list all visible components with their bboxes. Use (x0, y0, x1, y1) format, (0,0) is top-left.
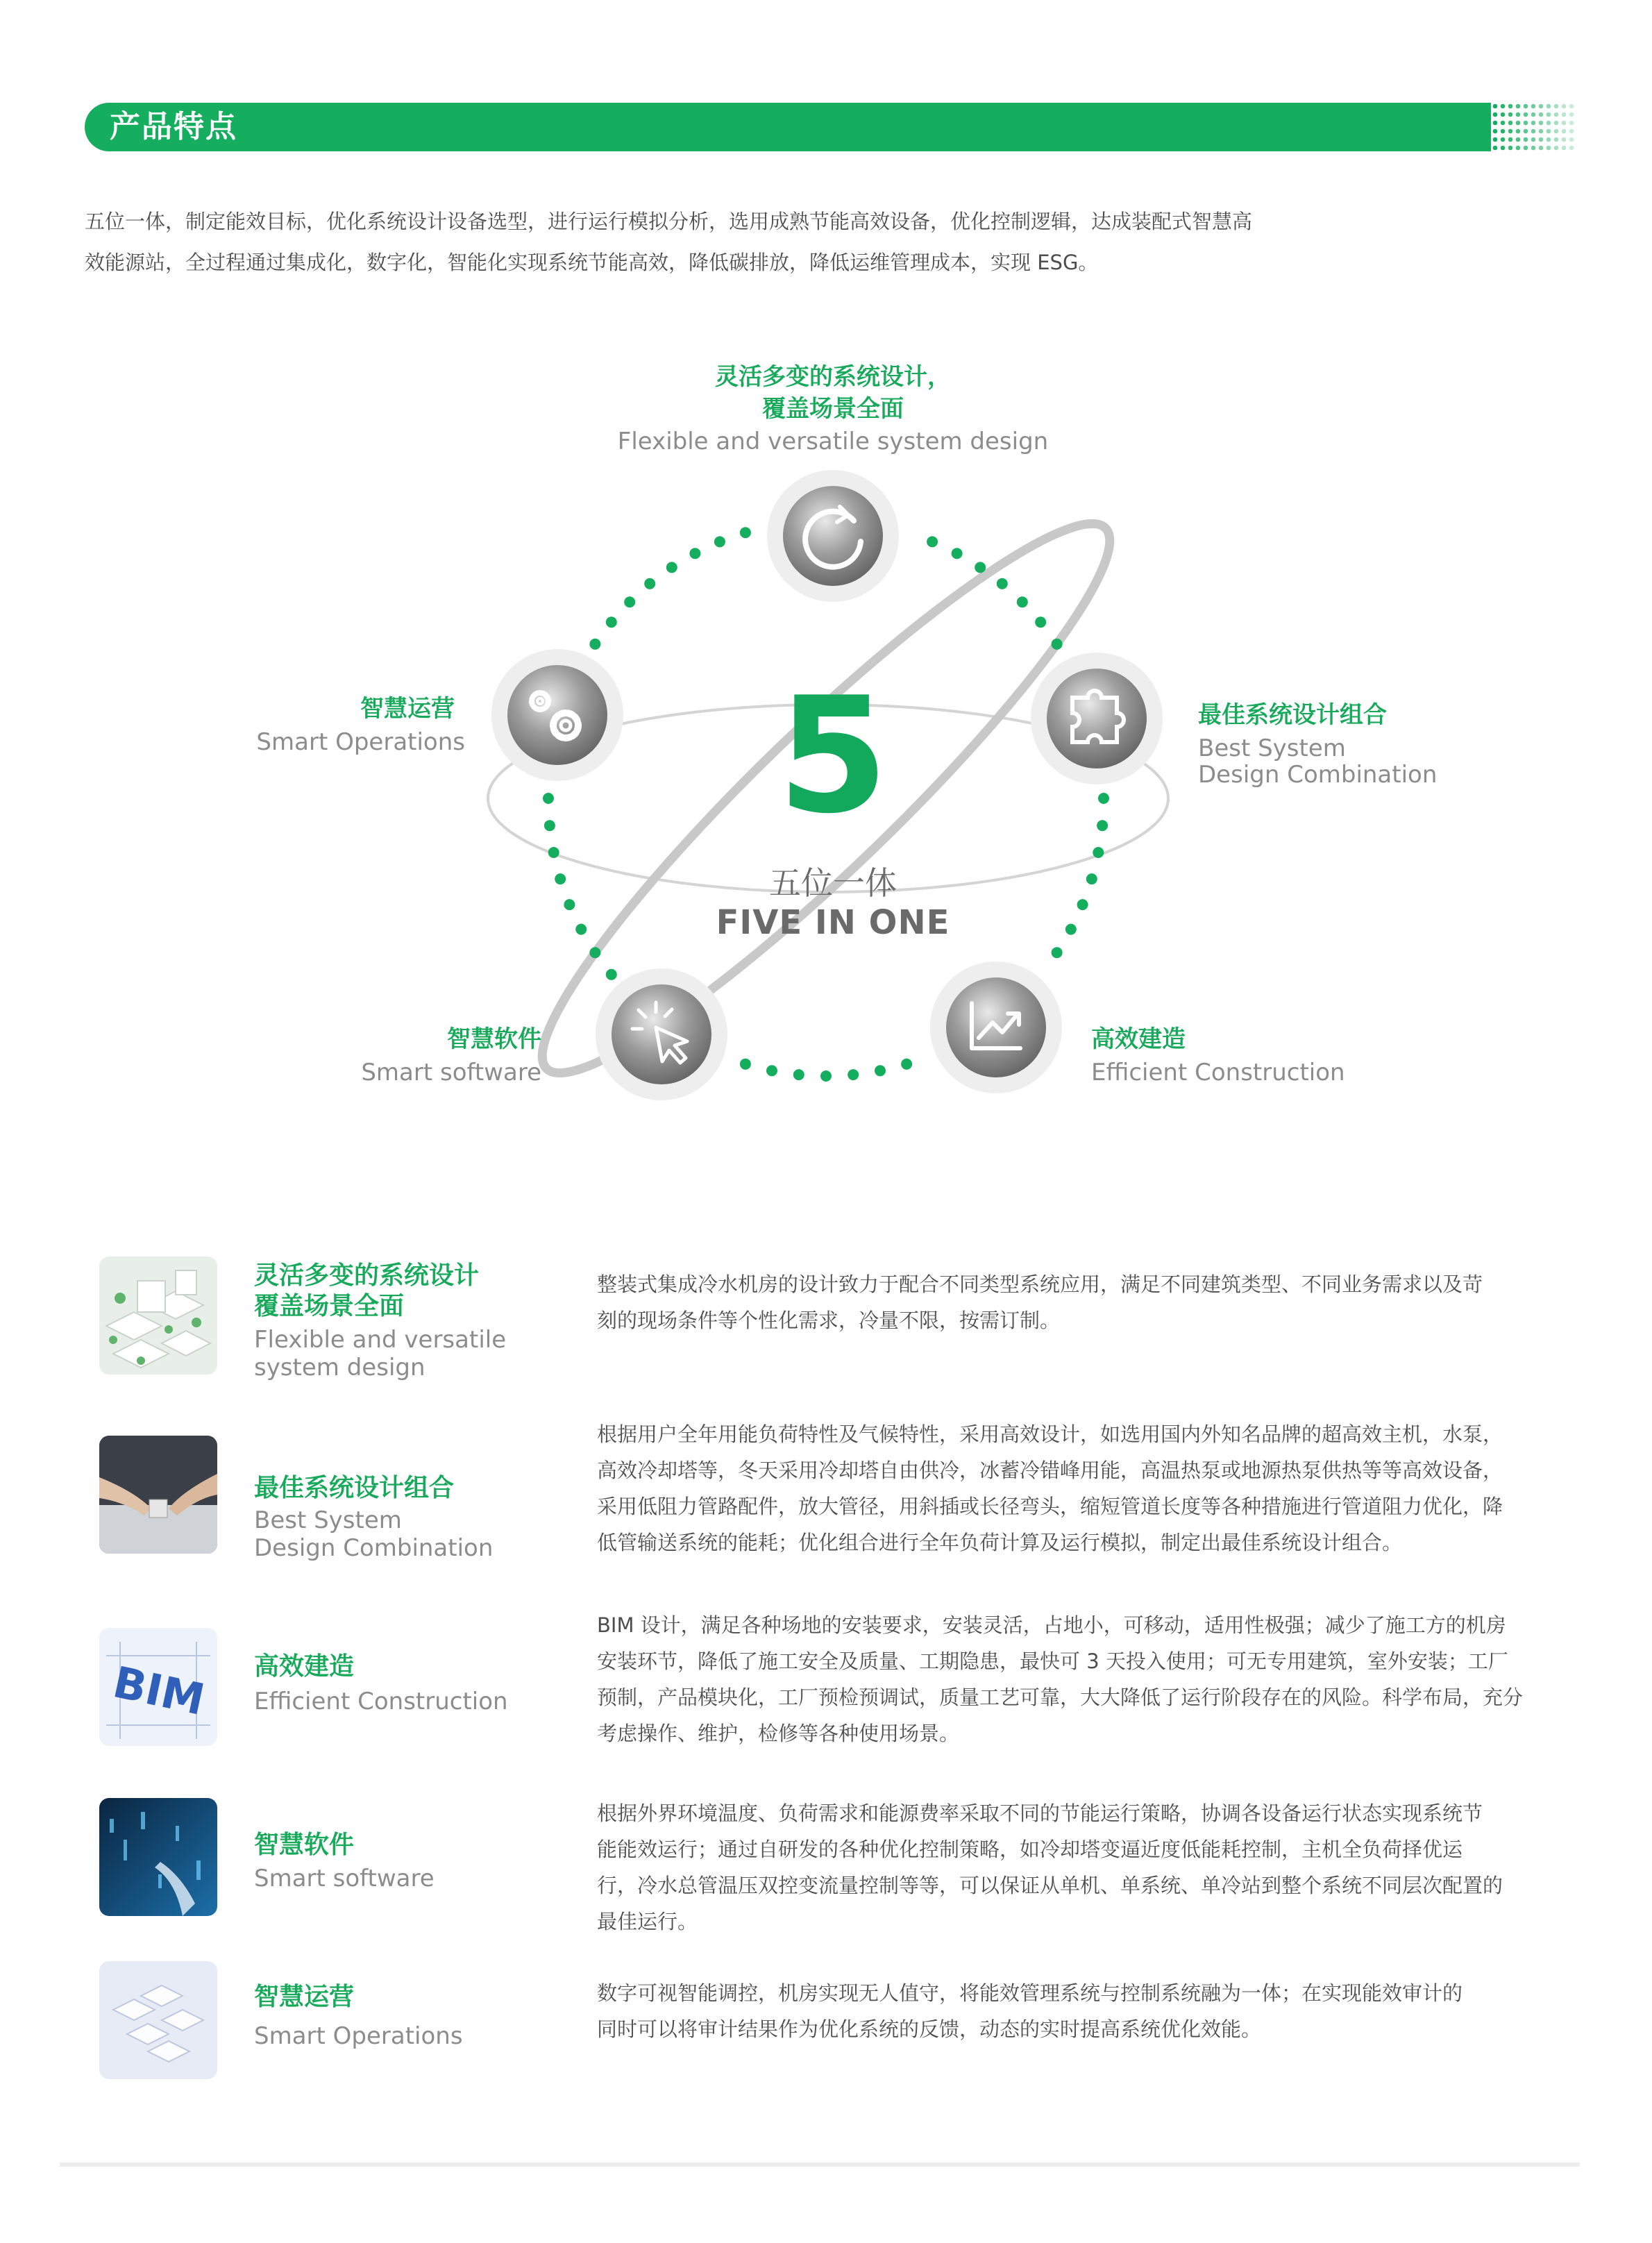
feature-body-line: 采用低阻力管路配件，放大管径，用斜插或长径弯头，缩短管道长度等各种措施进行管道阻力优化，降 (597, 1495, 1503, 1518)
feature-body-line: 同时可以将审计结果作为优化系统的反馈，动态的实时提高系统优化效能。 (597, 2017, 1262, 2041)
header-dot (1508, 129, 1513, 134)
header-dot (1562, 146, 1567, 151)
header-dot (1508, 146, 1513, 151)
header-dot (1493, 104, 1498, 109)
header-dot (1531, 146, 1536, 151)
node-bottom-left-circle (596, 968, 727, 1100)
feature-body-line: 根据用户全年用能负荷特性及气候特性，采用高效设计，如选用国内外知名品牌的超高效主机，水泵， (597, 1422, 1503, 1446)
header-dot (1493, 146, 1498, 151)
ring-dot (1052, 947, 1063, 958)
hands-puzzle-thumbnail (99, 1436, 217, 1554)
header-dot (1493, 137, 1498, 142)
header-dot (1531, 121, 1536, 126)
bim-thumb-text: BIM (108, 1656, 210, 1726)
ring-dot (589, 947, 600, 958)
feature-body (597, 1795, 1562, 1940)
node-bottom-right-en: Efficient Construction (1091, 1059, 1345, 1086)
bim-thumbnail (99, 1628, 217, 1746)
header-dot (1524, 104, 1528, 109)
cursor-click-icon (632, 1002, 687, 1063)
ring-dot (875, 1065, 886, 1076)
header-dot (1539, 112, 1544, 117)
ring-dot (544, 820, 555, 831)
node-bottom-right-circle (930, 961, 1062, 1093)
node-right-circle (1031, 653, 1163, 784)
header-dot (1516, 104, 1521, 109)
feature-body-line: 根据外界环境温度、负荷需求和能源费率采取不同的节能运行策略，协调各设备运行状态实现系统节 (597, 1801, 1483, 1825)
puzzle-icon (1072, 691, 1124, 742)
node-top-circle (767, 470, 899, 602)
feature-title-line1: 智慧运营 (254, 1983, 355, 2011)
city-model-thumbnail (99, 1257, 217, 1375)
header-dot (1539, 104, 1544, 109)
feature-body-line: 考虑操作、维护，检修等各种使用场景。 (597, 1722, 960, 1745)
ring-dot (555, 873, 566, 884)
header-dot (1554, 112, 1559, 117)
node-right-title: 最佳系统设计组合 (1198, 701, 1387, 729)
ring-dot (666, 562, 677, 573)
feature-body-line: 安装环节，降低了施工安全及质量、工期隐患，最快可 3 天投入使用；可无专用建筑，室外安装；工厂 (597, 1649, 1508, 1673)
header-dot (1562, 104, 1567, 109)
feature-title-line1: 最佳系统设计组合 (254, 1474, 455, 1502)
feature-en-line1: Smart Operations (254, 2022, 463, 2050)
intro-line: 效能源站，全过程通过集成化，数字化，智能化实现系统节能高效，降低碳排放，降低运维管理成本，实现 ESG。 (85, 251, 1099, 274)
header-dot (1539, 129, 1544, 134)
ring-dot (952, 548, 963, 559)
header-dot (1531, 129, 1536, 134)
node-left-title: 智慧运营 (360, 695, 455, 723)
node-left-circle (491, 649, 623, 781)
node-bottom-left-en: Smart software (361, 1059, 541, 1086)
feature-body-line: 整装式集成冷水机房的设计致力于配合不同类型系统应用，满足不同建筑类型、不同业务需求以及苛 (597, 1272, 1483, 1296)
ring-dot (1077, 899, 1088, 910)
intro-paragraph (85, 201, 1334, 283)
node-top-title-line1: 灵活多变的系统设计， (715, 363, 951, 391)
ring-dot (766, 1065, 777, 1076)
header-dot (1569, 129, 1574, 134)
feature-en-line1: Flexible and versatile (254, 1326, 507, 1354)
ring-dot (740, 1059, 751, 1070)
node-right-en-line2: Design Combination (1198, 761, 1438, 789)
ring-dot (997, 578, 1008, 589)
header-dot (1516, 137, 1521, 142)
header-dot (1546, 146, 1551, 151)
header-dot (1524, 129, 1528, 134)
header-dot (1562, 137, 1567, 142)
feature-en-line1: Efficient Construction (254, 1688, 508, 1715)
feature-body-line: 数字可视智能调控，机房实现无人值守，将能效管理系统与控制系统融为一体；在实现能效审计的 (597, 1981, 1463, 2005)
center-number: 5 (777, 664, 889, 849)
ring-dot (644, 578, 655, 589)
header-dot (1516, 121, 1521, 126)
ring-dot (820, 1070, 832, 1082)
header-dot (1524, 137, 1528, 142)
feature-body-line: 最佳运行。 (597, 1910, 698, 1933)
feature-body (597, 1607, 1562, 1751)
feature-title-line1: 高效建造 (254, 1652, 355, 1681)
header-dot (1562, 129, 1567, 134)
ring-dot (1093, 847, 1104, 858)
ring-dot (589, 639, 600, 650)
header-dot (1524, 112, 1528, 117)
ring-dot (975, 562, 986, 573)
header-dot (1501, 104, 1506, 109)
feature-title-line2: 覆盖场景全面 (254, 1292, 405, 1320)
header-dot (1501, 129, 1506, 134)
node-top-title-line2: 覆盖场景全面 (762, 395, 904, 423)
dot-pattern-decoration (1491, 101, 1581, 153)
ring-dot (564, 899, 575, 910)
node-bottom-left-title: 智慧软件 (447, 1025, 541, 1053)
feature-body (597, 1975, 1562, 2047)
header-dot (1501, 137, 1506, 142)
ring-dot (740, 527, 751, 538)
ring-dot (575, 924, 587, 935)
ring-dot (624, 596, 635, 607)
header-dot (1539, 121, 1544, 126)
feature-body-line: 低管输送系统的能耗；优化组合进行全年负荷计算及运行模拟，制定出最佳系统设计组合。 (597, 1531, 1403, 1554)
feature-body-line: 行，冷水总管温压双控变流量控制等等，可以保证从单机、单系统、单冷站到整个系统不同层次配置的 (597, 1874, 1503, 1897)
feature-en-line2: system design (254, 1354, 425, 1381)
header-dot (1516, 129, 1521, 134)
header-dot (1524, 121, 1528, 126)
header-dot (1546, 121, 1551, 126)
section-header-bar (85, 103, 1491, 151)
header-dot (1562, 112, 1567, 117)
feature-title-line1: 智慧软件 (254, 1831, 355, 1859)
header-dot (1539, 146, 1544, 151)
header-dot (1546, 137, 1551, 142)
header-dot (1554, 121, 1559, 126)
header-dot (1569, 112, 1574, 117)
node-bottom-right-title: 高效建造 (1091, 1025, 1186, 1053)
footer-divider (60, 2162, 1580, 2167)
digital-hand-thumbnail (99, 1798, 217, 1916)
ring-dot (793, 1069, 804, 1080)
feature-body (597, 1266, 1562, 1338)
ring-dot (689, 548, 700, 559)
feature-body-line: 刻的现场条件等个性化需求，冷量不限，按需订制。 (597, 1309, 1061, 1332)
feature-en-line1: Best System (254, 1506, 402, 1534)
ring-dot (1097, 820, 1108, 831)
header-dot (1531, 112, 1536, 117)
section-title: 产品特点 (110, 109, 237, 144)
refresh-icon (805, 507, 861, 567)
header-dot (1539, 137, 1544, 142)
header-dot (1546, 129, 1551, 134)
header-dot (1508, 137, 1513, 142)
header-dot (1569, 137, 1574, 142)
header-dot (1501, 112, 1506, 117)
ring-dot (1098, 793, 1109, 804)
intro-line: 五位一体，制定能效目标，优化系统设计设备选型，进行运行模拟分析，选用成熟节能高效设备，优化控制逻辑，达成装配式智慧高 (85, 210, 1253, 233)
header-dot (1569, 146, 1574, 151)
trend-chart-icon (972, 1003, 1020, 1048)
header-dot (1554, 137, 1559, 142)
header-dot (1501, 121, 1506, 126)
ring-dot (606, 969, 617, 980)
ring-dot (848, 1069, 859, 1080)
feature-body-line: 能能效运行；通过自研发的各种优化控制策略，如冷却塔变逼近度低能耗控制，主机全负荷择优运 (597, 1838, 1463, 1861)
center-cn-label: 五位一体 (769, 864, 897, 902)
feature-title-line1: 灵活多变的系统设计 (254, 1261, 480, 1290)
header-dot (1508, 112, 1513, 117)
header-dot (1562, 121, 1567, 126)
header-dot (1493, 129, 1498, 134)
header-dot (1516, 112, 1521, 117)
ring-dot (1065, 924, 1077, 935)
center-en-label: FIVE IN ONE (716, 903, 950, 942)
feature-body-line: BIM 设计，满足各种场地的安装要求，安装灵活，占地小，可移动，适用性极强；减少了施工方的机房 (597, 1613, 1506, 1637)
header-dot (1546, 112, 1551, 117)
ring-dot (1035, 616, 1046, 628)
header-dot (1508, 104, 1513, 109)
header-dot (1554, 129, 1559, 134)
ring-dot (548, 847, 559, 858)
header-dot (1569, 121, 1574, 126)
ring-dot (901, 1059, 912, 1070)
node-right-en-line1: Best System (1198, 734, 1346, 762)
header-dot (1554, 104, 1559, 109)
header-dot (1493, 112, 1498, 117)
header-dot (1508, 121, 1513, 126)
header-dot (1546, 104, 1551, 109)
header-dot (1554, 146, 1559, 151)
ring-dot (1017, 596, 1028, 607)
ring-dot (1052, 639, 1063, 650)
header-dot (1524, 146, 1528, 151)
header-dot (1531, 104, 1536, 109)
glass-blocks-thumbnail (99, 1961, 217, 2079)
feature-en-line1: Smart software (254, 1865, 435, 1892)
ring-dot (927, 536, 938, 547)
feature-body-line: 预制，产品模块化，工厂预检预调试，质量工艺可靠，大大降低了运行阶段存在的风险。科学布局，充分 (597, 1686, 1524, 1709)
feature-body-line: 高效冷却塔等，冬天采用冷却塔自由供冷，冰蓄冷错峰用能，高温热泵或地源热泵供热等等高效设备， (597, 1459, 1503, 1482)
gears-icon (532, 693, 578, 738)
feature-body (597, 1416, 1562, 1561)
ring-dot (543, 793, 554, 804)
ring-dot (606, 616, 617, 628)
node-top-en: Flexible and versatile system design (617, 428, 1049, 455)
header-dot (1531, 137, 1536, 142)
header-dot (1516, 146, 1521, 151)
header-dot (1501, 146, 1506, 151)
header-dot (1569, 104, 1574, 109)
header-dot (1493, 121, 1498, 126)
node-left-en: Smart Operations (256, 728, 465, 756)
feature-en-line2: Design Combination (254, 1534, 494, 1562)
ring-dot (714, 536, 725, 547)
ring-dot (1086, 873, 1097, 884)
